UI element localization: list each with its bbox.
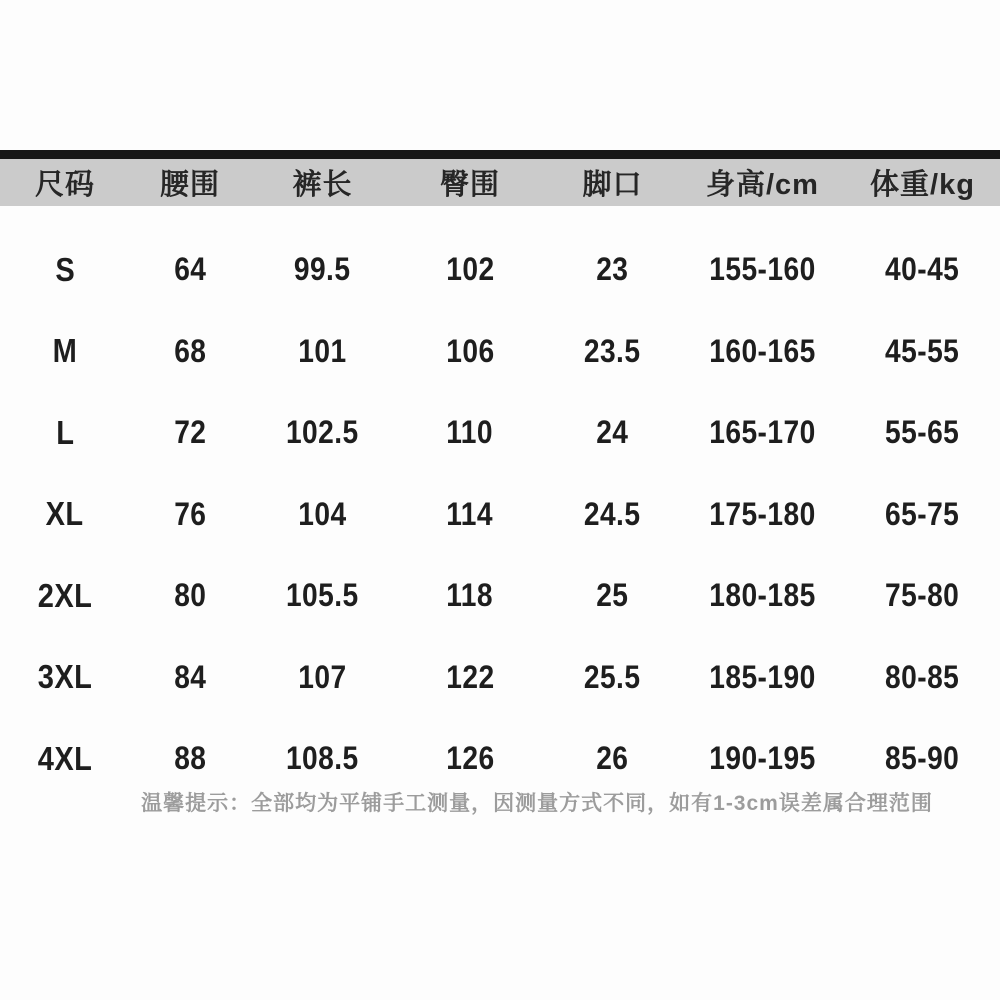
cell-pants-length: 108.5	[286, 740, 359, 777]
cell-size: S	[55, 250, 75, 288]
cell-pants-length: 99.5	[294, 251, 351, 288]
cell-leg-opening: 24	[596, 414, 629, 451]
cell-size: L	[55, 413, 75, 451]
cell-size: M	[52, 332, 78, 370]
cell-weight: 85-90	[885, 740, 960, 777]
cell-height: 175-180	[709, 495, 816, 532]
cell-leg-opening: 25.5	[584, 658, 641, 695]
cell-height: 180-185	[709, 577, 816, 614]
table-body	[0, 206, 1000, 800]
cell-waist: 64	[173, 251, 207, 288]
header-size: 尺码	[34, 169, 95, 201]
cell-pants-length: 101	[298, 332, 347, 369]
cell-size: 3XL	[37, 658, 93, 696]
header-weight-kg: 体重/kg	[870, 169, 975, 201]
cell-waist: 80	[173, 577, 207, 614]
cell-height: 165-170	[709, 414, 816, 451]
table-header-row	[0, 159, 1000, 206]
cell-height: 155-160	[709, 251, 816, 288]
table-row-4xl	[0, 718, 1000, 800]
header-height-cm: 身高/cm	[706, 169, 819, 201]
cell-weight: 75-80	[885, 577, 960, 614]
cell-leg-opening: 24.5	[584, 495, 641, 532]
cell-hip: 122	[445, 658, 495, 695]
cell-waist: 76	[173, 495, 207, 532]
cell-weight: 40-45	[885, 251, 960, 288]
cell-hip: 126	[445, 740, 495, 777]
cell-waist: 72	[173, 414, 207, 451]
table-row-3xl	[0, 637, 1000, 719]
note-text: 温馨提示：全部均为平铺手工测量，因测量方式不同，如有1-3cm误差属合理范围	[141, 792, 933, 815]
cell-pants-length: 107	[298, 658, 347, 695]
header-pants-length: 裤长	[292, 169, 353, 201]
cell-waist: 68	[173, 332, 207, 369]
table-row-2xl	[0, 555, 1000, 637]
cell-size: XL	[45, 495, 84, 533]
cell-weight: 80-85	[885, 658, 960, 695]
table-row-m	[0, 311, 1000, 393]
cell-hip: 106	[445, 332, 495, 369]
header-waist: 腰围	[159, 169, 220, 201]
cell-leg-opening: 26	[596, 740, 629, 777]
cell-size: 2XL	[37, 576, 93, 614]
cell-waist: 88	[173, 740, 207, 777]
cell-pants-length: 104	[298, 495, 347, 532]
cell-weight: 65-75	[885, 495, 960, 532]
cell-weight: 45-55	[885, 332, 960, 369]
cell-height: 185-190	[709, 658, 816, 695]
cell-height: 190-195	[709, 740, 816, 777]
cell-leg-opening: 23.5	[584, 332, 641, 369]
cell-leg-opening: 23	[596, 251, 629, 288]
table-row-s	[0, 229, 1000, 311]
cell-hip: 114	[446, 495, 494, 532]
cell-height: 160-165	[709, 332, 816, 369]
cell-hip: 110	[446, 414, 494, 451]
header-hip: 臀围	[439, 169, 500, 201]
cell-pants-length: 102.5	[286, 414, 359, 451]
cell-pants-length: 105.5	[286, 577, 359, 614]
cell-leg-opening: 25	[596, 577, 629, 614]
header-leg-opening: 脚口	[582, 169, 643, 201]
table-row-l	[0, 392, 1000, 474]
measurement-note	[74, 789, 1000, 819]
table-row-xl	[0, 474, 1000, 556]
divider-bar	[0, 150, 1000, 159]
cell-hip: 118	[446, 577, 494, 614]
cell-hip: 102	[445, 251, 495, 288]
cell-size: 4XL	[37, 739, 93, 777]
cell-waist: 84	[173, 658, 207, 695]
cell-weight: 55-65	[885, 414, 960, 451]
